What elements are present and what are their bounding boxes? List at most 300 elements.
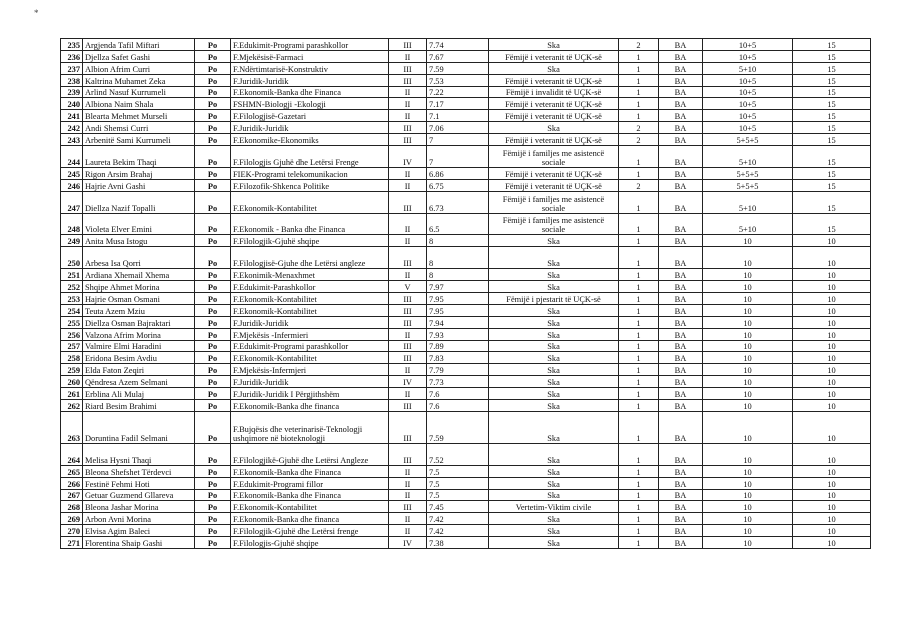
table-row	[61, 293, 871, 305]
count: 1	[619, 443, 659, 465]
total-points: 15	[793, 167, 871, 179]
social-category: Ska	[489, 443, 619, 465]
study-year: IV	[389, 537, 427, 549]
table-row	[61, 50, 871, 62]
points-breakdown: 10	[703, 328, 793, 340]
faculty-program: F.Edukimit-Programi parashkollor	[231, 340, 389, 352]
status-po: Po	[195, 179, 231, 191]
points-breakdown: 10	[703, 316, 793, 328]
status-po: Po	[195, 489, 231, 501]
points-breakdown: 10	[703, 376, 793, 388]
status-po: Po	[195, 235, 231, 247]
count: 1	[619, 364, 659, 376]
study-level: BA	[659, 39, 703, 51]
row-number: 242	[61, 122, 83, 134]
points-breakdown: 10	[703, 340, 793, 352]
faculty-program: F.Ekonomik - Banka dhe Financa	[231, 213, 389, 235]
study-level: BA	[659, 477, 703, 489]
average-grade: 7.5	[427, 465, 489, 477]
average-grade: 7.93	[427, 328, 489, 340]
row-number: 249	[61, 235, 83, 247]
row-number: 256	[61, 328, 83, 340]
study-level: BA	[659, 411, 703, 443]
table-row	[61, 328, 871, 340]
table-row	[61, 477, 871, 489]
points-breakdown: 10+5	[703, 74, 793, 86]
social-category: Ska	[489, 411, 619, 443]
faculty-program: F.Ekonomik-Kontabilitet	[231, 352, 389, 364]
average-grade: 7.5	[427, 477, 489, 489]
study-year: II	[389, 235, 427, 247]
table-row	[61, 489, 871, 501]
social-category: Ska	[489, 247, 619, 269]
student-name: Hajrie Avni Gashi	[83, 179, 195, 191]
status-po: Po	[195, 293, 231, 305]
average-grade: 7.95	[427, 293, 489, 305]
student-name: Arlind Nasuf Kurrumeli	[83, 86, 195, 98]
table-row	[61, 98, 871, 110]
study-year: III	[389, 39, 427, 51]
study-level: BA	[659, 364, 703, 376]
average-grade: 7.59	[427, 62, 489, 74]
total-points: 10	[793, 376, 871, 388]
row-number: 271	[61, 537, 83, 549]
row-number: 270	[61, 525, 83, 537]
table-row	[61, 110, 871, 122]
status-po: Po	[195, 281, 231, 293]
table-row	[61, 146, 871, 168]
row-number: 243	[61, 134, 83, 146]
social-category: Fëmijë i familjes me asistencë sociale	[489, 213, 619, 235]
row-number: 264	[61, 443, 83, 465]
study-year: II	[389, 179, 427, 191]
study-level: BA	[659, 86, 703, 98]
count: 1	[619, 269, 659, 281]
status-po: Po	[195, 74, 231, 86]
student-name: Argjenda Tafil Miftari	[83, 39, 195, 51]
total-points: 15	[793, 134, 871, 146]
points-breakdown: 10	[703, 537, 793, 549]
faculty-program: F.Juridik-Juridik	[231, 74, 389, 86]
study-year: II	[389, 364, 427, 376]
student-name: Valmire Elmi Haradini	[83, 340, 195, 352]
count: 1	[619, 411, 659, 443]
count: 1	[619, 146, 659, 168]
student-name: Elvisa Agim Baleci	[83, 525, 195, 537]
social-category: Ska	[489, 364, 619, 376]
table-row	[61, 191, 871, 213]
row-number: 265	[61, 465, 83, 477]
average-grade: 7.6	[427, 388, 489, 400]
study-year: V	[389, 281, 427, 293]
student-name: Albiona Naim Shala	[83, 98, 195, 110]
average-grade: 6.5	[427, 213, 489, 235]
average-grade: 7	[427, 146, 489, 168]
count: 1	[619, 247, 659, 269]
average-grade: 7.74	[427, 39, 489, 51]
average-grade: 6.73	[427, 191, 489, 213]
study-level: BA	[659, 465, 703, 477]
row-number: 238	[61, 74, 83, 86]
total-points: 10	[793, 328, 871, 340]
average-grade: 7.42	[427, 513, 489, 525]
average-grade: 7.83	[427, 352, 489, 364]
student-name: Melisa Hysni Thaqi	[83, 443, 195, 465]
social-category: Ska	[489, 489, 619, 501]
average-grade: 7.97	[427, 281, 489, 293]
social-category: Ska	[489, 376, 619, 388]
table-row	[61, 376, 871, 388]
count: 2	[619, 39, 659, 51]
status-po: Po	[195, 328, 231, 340]
points-breakdown: 10	[703, 477, 793, 489]
table-row	[61, 537, 871, 549]
points-breakdown: 10	[703, 281, 793, 293]
study-year: II	[389, 213, 427, 235]
average-grade: 6.86	[427, 167, 489, 179]
student-name: Getuar Guzmend Gllareva	[83, 489, 195, 501]
study-level: BA	[659, 62, 703, 74]
points-breakdown: 10	[703, 400, 793, 412]
row-number: 237	[61, 62, 83, 74]
faculty-program: F.Filozofik-Shkenca Politike	[231, 179, 389, 191]
table-row	[61, 235, 871, 247]
points-breakdown: 10	[703, 489, 793, 501]
student-name: Valzona Afrim Morina	[83, 328, 195, 340]
study-year: III	[389, 293, 427, 305]
study-year: II	[389, 167, 427, 179]
points-breakdown: 10	[703, 352, 793, 364]
points-breakdown: 10	[703, 388, 793, 400]
points-breakdown: 10+5	[703, 110, 793, 122]
student-name: Kaltrina Muhamet Zeka	[83, 74, 195, 86]
social-category: Fëmijë i veteranit të UÇK-së	[489, 74, 619, 86]
faculty-program: F.Filologjis Gjuhë dhe Letërsi Frenge	[231, 146, 389, 168]
row-number: 263	[61, 411, 83, 443]
row-number: 268	[61, 501, 83, 513]
status-po: Po	[195, 191, 231, 213]
table-row	[61, 74, 871, 86]
student-name: Bleona Jashar Morina	[83, 501, 195, 513]
total-points: 10	[793, 465, 871, 477]
total-points: 15	[793, 146, 871, 168]
row-number: 259	[61, 364, 83, 376]
status-po: Po	[195, 376, 231, 388]
average-grade: 7.52	[427, 443, 489, 465]
table-row	[61, 62, 871, 74]
count: 1	[619, 50, 659, 62]
faculty-program: F.Ekonomik-Kontabilitet	[231, 191, 389, 213]
average-grade: 7.67	[427, 50, 489, 62]
average-grade: 6.75	[427, 179, 489, 191]
points-breakdown: 5+10	[703, 191, 793, 213]
study-year: III	[389, 411, 427, 443]
row-number: 262	[61, 400, 83, 412]
student-name: Qëndresa Azem Selmani	[83, 376, 195, 388]
study-year: II	[389, 465, 427, 477]
total-points: 15	[793, 122, 871, 134]
social-category: Ska	[489, 122, 619, 134]
social-category: Ska	[489, 328, 619, 340]
table-row	[61, 411, 871, 443]
status-po: Po	[195, 501, 231, 513]
study-level: BA	[659, 443, 703, 465]
count: 1	[619, 489, 659, 501]
total-points: 15	[793, 62, 871, 74]
study-level: BA	[659, 269, 703, 281]
social-category: Ska	[489, 537, 619, 549]
row-number: 258	[61, 352, 83, 364]
status-po: Po	[195, 537, 231, 549]
social-category: Ska	[489, 39, 619, 51]
study-year: III	[389, 400, 427, 412]
study-year: II	[389, 50, 427, 62]
study-year: II	[389, 513, 427, 525]
status-po: Po	[195, 167, 231, 179]
table-row	[61, 39, 871, 51]
row-number: 244	[61, 146, 83, 168]
average-grade: 7.06	[427, 122, 489, 134]
status-po: Po	[195, 316, 231, 328]
study-year: III	[389, 247, 427, 269]
status-po: Po	[195, 513, 231, 525]
study-level: BA	[659, 235, 703, 247]
total-points: 10	[793, 388, 871, 400]
faculty-program: F.Filologjik-Gjuhë shqipe	[231, 235, 389, 247]
row-number: 251	[61, 269, 83, 281]
total-points: 10	[793, 411, 871, 443]
row-number: 254	[61, 304, 83, 316]
points-breakdown: 5+10	[703, 62, 793, 74]
study-level: BA	[659, 74, 703, 86]
total-points: 15	[793, 86, 871, 98]
status-po: Po	[195, 247, 231, 269]
faculty-program: F.Ndërtimtarisë-Konstruktiv	[231, 62, 389, 74]
count: 1	[619, 167, 659, 179]
table-row	[61, 269, 871, 281]
average-grade: 7.38	[427, 537, 489, 549]
social-category: Ska	[489, 269, 619, 281]
study-year: II	[389, 328, 427, 340]
average-grade: 7.1	[427, 110, 489, 122]
faculty-program: F.Filologjik-Gjuhë dhe Letërsi frenge	[231, 525, 389, 537]
student-name: Erblina Ali Mulaj	[83, 388, 195, 400]
points-breakdown: 10	[703, 465, 793, 477]
total-points: 15	[793, 110, 871, 122]
status-po: Po	[195, 400, 231, 412]
student-name: Violeta Elver Emini	[83, 213, 195, 235]
table-row	[61, 465, 871, 477]
table-row	[61, 247, 871, 269]
study-level: BA	[659, 501, 703, 513]
points-breakdown: 10	[703, 525, 793, 537]
study-year: III	[389, 352, 427, 364]
total-points: 10	[793, 525, 871, 537]
study-level: BA	[659, 400, 703, 412]
status-po: Po	[195, 525, 231, 537]
study-year: II	[389, 477, 427, 489]
study-year: III	[389, 501, 427, 513]
average-grade: 7.6	[427, 400, 489, 412]
study-level: BA	[659, 179, 703, 191]
total-points: 10	[793, 477, 871, 489]
student-name: Diellza Osman Bajraktari	[83, 316, 195, 328]
social-category: Ska	[489, 340, 619, 352]
points-breakdown: 10+5	[703, 39, 793, 51]
faculty-program: FSHMN-Biologji -Ekologji	[231, 98, 389, 110]
points-breakdown: 10+5	[703, 86, 793, 98]
faculty-program: F.Bujqësis dhe veterinarisë-Teknologji ushqimore në bioteknologji	[231, 411, 389, 443]
count: 1	[619, 525, 659, 537]
total-points: 10	[793, 443, 871, 465]
student-name: Elda Faton Zeqiri	[83, 364, 195, 376]
average-grade: 7.79	[427, 364, 489, 376]
points-breakdown: 10	[703, 411, 793, 443]
study-level: BA	[659, 316, 703, 328]
points-breakdown: 5+5+5	[703, 134, 793, 146]
table-row	[61, 213, 871, 235]
scholarship-list-table	[60, 38, 871, 549]
points-breakdown: 5+5+5	[703, 167, 793, 179]
status-po: Po	[195, 388, 231, 400]
study-year: II	[389, 489, 427, 501]
study-year: III	[389, 304, 427, 316]
social-category: Vertetim-Viktim civile	[489, 501, 619, 513]
average-grade: 7.53	[427, 74, 489, 86]
faculty-program: F.Edukimit-Programi parashkollor	[231, 39, 389, 51]
table-row	[61, 122, 871, 134]
social-category: Ska	[489, 316, 619, 328]
page-mark: *	[34, 8, 39, 18]
status-po: Po	[195, 411, 231, 443]
count: 1	[619, 235, 659, 247]
row-number: 235	[61, 39, 83, 51]
average-grade: 8	[427, 269, 489, 281]
study-level: BA	[659, 537, 703, 549]
total-points: 10	[793, 247, 871, 269]
total-points: 15	[793, 39, 871, 51]
count: 1	[619, 86, 659, 98]
study-level: BA	[659, 98, 703, 110]
social-category: Fëmijë i veteranit të UÇK-së	[489, 50, 619, 62]
points-breakdown: 10	[703, 501, 793, 513]
points-breakdown: 10	[703, 513, 793, 525]
study-level: BA	[659, 525, 703, 537]
points-breakdown: 10	[703, 443, 793, 465]
row-number: 239	[61, 86, 83, 98]
total-points: 15	[793, 50, 871, 62]
study-year: II	[389, 525, 427, 537]
status-po: Po	[195, 98, 231, 110]
total-points: 10	[793, 293, 871, 305]
social-category: Ska	[489, 513, 619, 525]
faculty-program: F.Juridik-Juridik	[231, 122, 389, 134]
study-level: BA	[659, 328, 703, 340]
study-level: BA	[659, 146, 703, 168]
points-breakdown: 10+5	[703, 98, 793, 110]
total-points: 10	[793, 316, 871, 328]
student-name: Rigon Arsim Brahaj	[83, 167, 195, 179]
count: 2	[619, 122, 659, 134]
count: 1	[619, 352, 659, 364]
faculty-program: F.Mjekësisë-Farmaci	[231, 50, 389, 62]
points-breakdown: 10	[703, 269, 793, 281]
status-po: Po	[195, 110, 231, 122]
row-number: 236	[61, 50, 83, 62]
total-points: 10	[793, 235, 871, 247]
student-name: Bleona Shefshet Tërdevci	[83, 465, 195, 477]
faculty-program: F.Ekonimik-Menaxhmet	[231, 269, 389, 281]
row-number: 266	[61, 477, 83, 489]
row-number: 250	[61, 247, 83, 269]
faculty-program: F.Mjekësis-Infermjeri	[231, 364, 389, 376]
student-name: Riard Besim Brahimi	[83, 400, 195, 412]
count: 1	[619, 376, 659, 388]
student-name: Arbenitë Sami Kurrumeli	[83, 134, 195, 146]
row-number: 261	[61, 388, 83, 400]
student-name: Anita Musa Istogu	[83, 235, 195, 247]
total-points: 15	[793, 191, 871, 213]
row-number: 240	[61, 98, 83, 110]
row-number: 246	[61, 179, 83, 191]
student-name: Arbesa Isa Qorri	[83, 247, 195, 269]
table-row	[61, 316, 871, 328]
status-po: Po	[195, 364, 231, 376]
student-name: Djellza Safet Gashi	[83, 50, 195, 62]
faculty-program: F.Filologjis-Gjuhë shqipe	[231, 537, 389, 549]
count: 1	[619, 316, 659, 328]
social-category: Ska	[489, 304, 619, 316]
table-row	[61, 400, 871, 412]
points-breakdown: 10	[703, 364, 793, 376]
row-number: 269	[61, 513, 83, 525]
faculty-program: F.Ekonomik-Kontabilitet	[231, 293, 389, 305]
average-grade: 7.73	[427, 376, 489, 388]
count: 1	[619, 465, 659, 477]
table-row	[61, 364, 871, 376]
student-name: Shqipe Ahmet Morina	[83, 281, 195, 293]
status-po: Po	[195, 39, 231, 51]
count: 1	[619, 340, 659, 352]
faculty-program: F.Filologjisë-Gjuhe dhe Letërsi angleze	[231, 247, 389, 269]
count: 1	[619, 110, 659, 122]
status-po: Po	[195, 62, 231, 74]
student-name: Andi Shemsi Curri	[83, 122, 195, 134]
study-level: BA	[659, 134, 703, 146]
faculty-program: F.Ekonomik-Banka dhe Financa	[231, 86, 389, 98]
social-category: Ska	[489, 235, 619, 247]
total-points: 10	[793, 269, 871, 281]
social-category: Ska	[489, 352, 619, 364]
study-level: BA	[659, 191, 703, 213]
study-level: BA	[659, 110, 703, 122]
table-row	[61, 86, 871, 98]
points-breakdown: 5+10	[703, 213, 793, 235]
study-level: BA	[659, 281, 703, 293]
points-breakdown: 5+10	[703, 146, 793, 168]
count: 1	[619, 328, 659, 340]
points-breakdown: 5+5+5	[703, 179, 793, 191]
study-level: BA	[659, 50, 703, 62]
social-category: Ska	[489, 525, 619, 537]
total-points: 10	[793, 352, 871, 364]
student-name: Arbon Avni Morina	[83, 513, 195, 525]
average-grade: 7	[427, 134, 489, 146]
total-points: 10	[793, 400, 871, 412]
total-points: 15	[793, 74, 871, 86]
student-name: Florentina Shaip Gashi	[83, 537, 195, 549]
study-year: III	[389, 134, 427, 146]
